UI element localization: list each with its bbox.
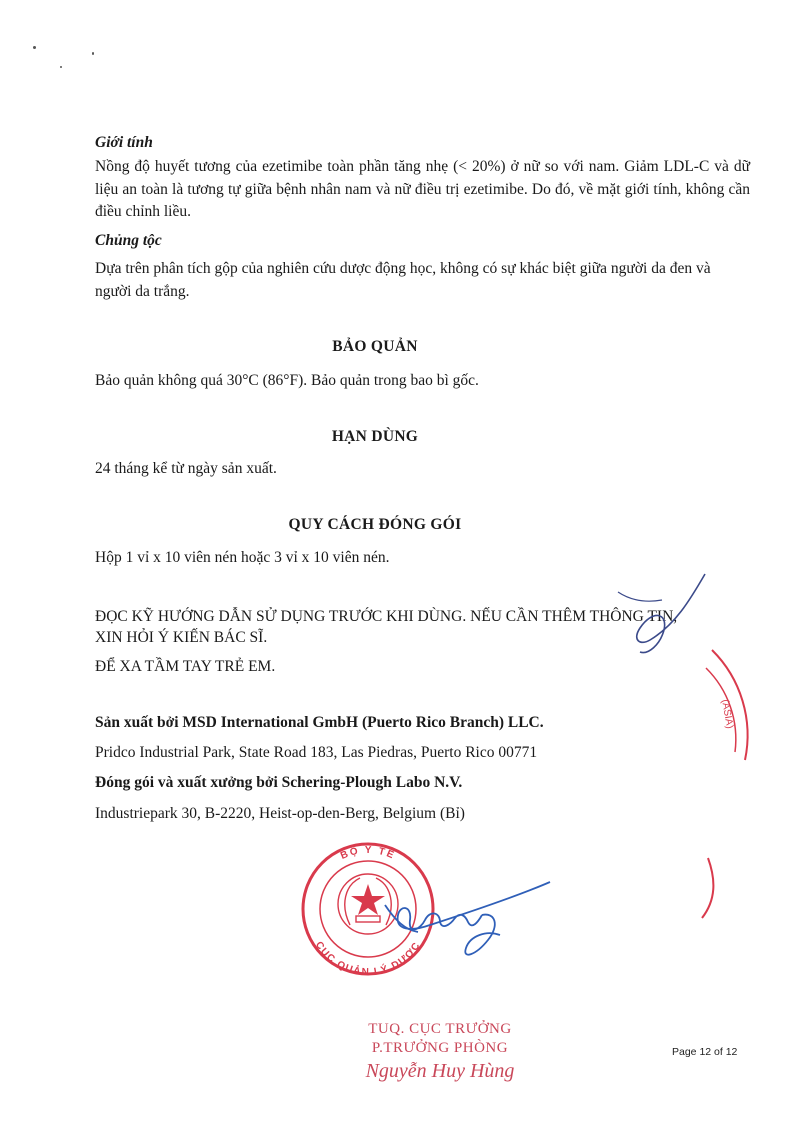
gender-paragraph: Nồng độ huyết tương của ezetimibe toàn phần tăng nhẹ (< 20%) ở nữ so với nam. Giảm LDL-C và dữ liệu an toàn là tương tự giữa bệnh nhân nam và nữ điều trị ezetimibe. Do đó, về mặt giới tính, không cần điều chỉnh liều. [95,158,750,220]
initials-mark [637,574,705,653]
signatory-name: Nguyễn Huy Hùng [365,1060,515,1082]
side-stamp [702,650,748,918]
warning-line-3: ĐỂ XA TẦM TAY TRẺ EM. [95,658,276,675]
packager-line: Đóng gói và xuất xưởng bởi Schering-Plough Labo N.V. [95,774,463,791]
initials-mark [618,592,662,601]
packing-text: Hộp 1 vỉ x 10 viên nén hoặc 3 vỉ x 10 viên nén. [95,549,390,566]
manufacturer-line: Sản xuất bởi MSD International GmbH (Puerto Rico Branch) LLC. [95,714,544,731]
page-number: Page 12 of 12 [672,1046,738,1058]
race-paragraph: Dựa trên phân tích gộp của nghiên cứu dược động học, không có sự khác biệt giữa người da đen và người da trắng. [95,260,711,300]
manufacturer-address: Pridco Industrial Park, State Road 183, Las Piedras, Puerto Rico 00771 [95,744,538,761]
director-signature [385,882,550,955]
official-seal [303,844,433,979]
race-heading: Chủng tộc [95,232,162,249]
shelf-life-text: 24 tháng kể từ ngày sản xuất. [95,460,277,477]
storage-heading: BẢO QUẢN [332,338,418,355]
warning-line-2: XIN HỎI Ý KIẾN BÁC SĨ. [95,629,268,646]
shelf-life-heading: HẠN DÙNG [331,428,419,445]
seal-bottom-path: CỤC QUẢN LÝ DƯỢC [312,939,424,979]
packing-heading: QUY CÁCH ĐÓNG GÓI [288,516,462,533]
seal-bottom-text [313,940,423,978]
gender-heading: Giới tính [95,134,153,151]
warning-line-1: ĐỌC KỸ HƯỚNG DẪN SỬ DỤNG TRƯỚC KHI DÙNG. NẾU CẦN THÊM THÔNG TIN, [95,608,678,625]
signatory-line-2: P.TRƯỞNG PHÒNG [371,1040,509,1056]
storage-text: Bảo quản không quá 30°C (86°F). Bảo quản trong bao bì gốc. [95,372,479,389]
packager-address: Industriepark 30, B-2220, Heist-op-den-Berg, Belgium (Bỉ) [95,805,465,822]
seal-top-path: BỘ Y TẾ [338,844,398,862]
side-stamp-text: (ASIA) [719,698,735,730]
signatory-line-1: TUQ. CỤC TRƯỞNG [368,1021,512,1037]
national-emblem [338,874,398,934]
